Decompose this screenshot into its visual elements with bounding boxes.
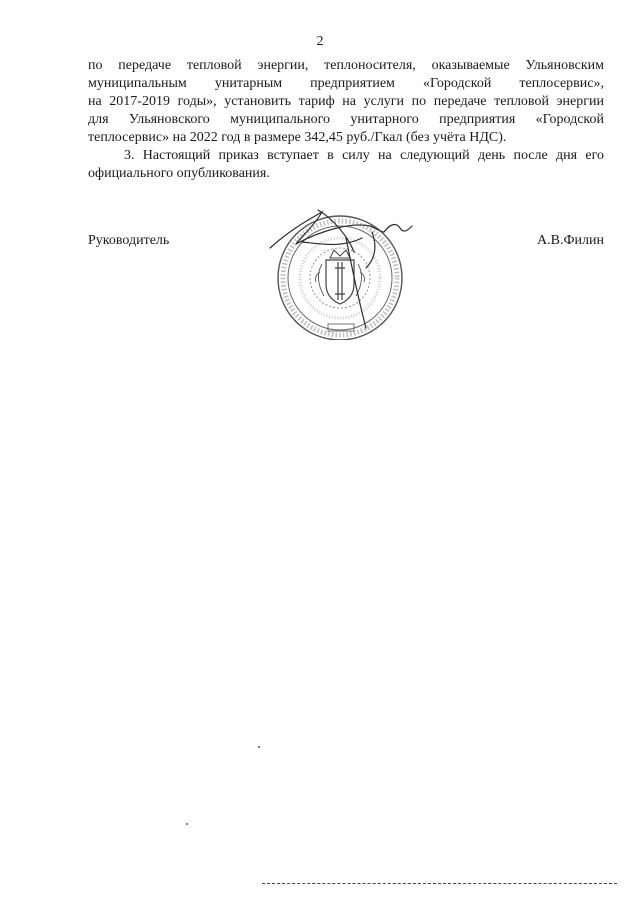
text-line: официального опубликования. bbox=[88, 166, 270, 181]
text-line: по передаче тепловой энергии, теплоносителя, оказываемые Ульяновским bbox=[88, 58, 604, 73]
document-body bbox=[88, 57, 604, 183]
footer-rule bbox=[262, 883, 617, 885]
seal-core-ring bbox=[310, 248, 370, 308]
seal-emblem-column bbox=[335, 262, 345, 300]
seal-emblem-wreath-left bbox=[316, 264, 325, 296]
text-line: на 2017-2019 годы», установить тариф на услуги по передаче тепловой энергии bbox=[88, 94, 604, 109]
text-line: для Ульяновского муниципального унитарного предприятия «Городской bbox=[88, 112, 604, 127]
text-line: 3. Настоящий приказ вступает в силу на следующий день после дня его bbox=[124, 148, 604, 163]
text-line: муниципальным унитарным предприятием «Городской теплосервис», bbox=[88, 76, 604, 91]
paragraph-tariff bbox=[88, 57, 604, 147]
seal-emblem-crown bbox=[330, 250, 350, 258]
signer-position: Руководитель bbox=[88, 233, 170, 248]
seal-small-lettering bbox=[300, 238, 380, 318]
paragraph-effective-date bbox=[88, 147, 604, 183]
seal-emblem-shield bbox=[326, 260, 354, 304]
page-number: 2 bbox=[316, 34, 324, 49]
text-line: теплосервис» на 2022 год в размере 342,45 руб./Гкал (без учёта НДС). bbox=[88, 130, 507, 145]
signer-name: А.В.Филин bbox=[537, 233, 604, 248]
scan-speck bbox=[258, 746, 260, 748]
seal-outer-ring bbox=[278, 216, 402, 340]
official-seal-icon bbox=[262, 208, 422, 340]
scan-speck bbox=[186, 823, 188, 825]
